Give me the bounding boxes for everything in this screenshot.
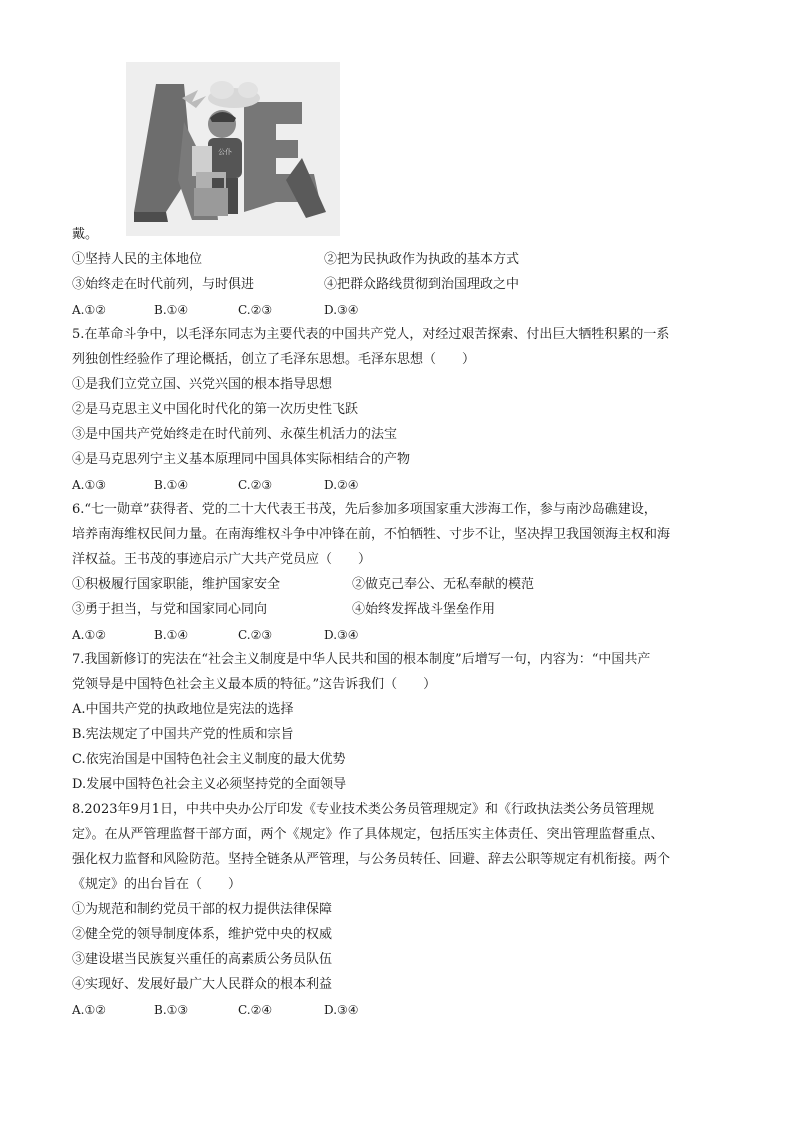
q6-item-2: ②做克己奉公、无私奉献的模范 bbox=[352, 577, 535, 592]
q4-option-d: D.③④ bbox=[324, 303, 359, 317]
q7-option-b: B.宪法规定了中国共产党的性质和宗旨 bbox=[72, 727, 294, 742]
q6-option-b: B.①④ bbox=[154, 628, 189, 642]
q8-stem-line-1: 8.2023年9月1日，中共中央办公厅印发《专业技术类公务员管理规定》和《行政执法类公务员管理规 bbox=[72, 802, 655, 817]
q5-stem-line-2: 列独创性经验作了理论概括，创立了毛泽东思想。毛泽东思想（ ） bbox=[72, 352, 476, 367]
q8-stem-line-2: 定》。在从严管理监督干部方面，两个《规定》作了具体规定，包括压实主体责任、突出管理监督重点、 bbox=[72, 827, 664, 842]
q5-option-a: A.①③ bbox=[72, 478, 106, 492]
people-character-figure-icon bbox=[126, 62, 340, 236]
figure-text: 公仆 bbox=[218, 148, 232, 156]
q5-option-d: D.②④ bbox=[324, 478, 359, 492]
q8-item-4: ④实现好、发展好最广大人民群众的根本利益 bbox=[72, 977, 333, 992]
q5-stem-line-1: 5.在革命斗争中，以毛泽东同志为主要代表的中国共产党人，对经过艰苦探索、付出巨大牺牲积累的一系 bbox=[72, 327, 670, 342]
q8-item-3: ③建设堪当民族复兴重任的高素质公务员队伍 bbox=[72, 952, 333, 967]
q8-item-2: ②健全党的领导制度体系，维护党中央的权威 bbox=[72, 927, 333, 942]
q6-stem-line-3: 洋权益。王书茂的事迹启示广大共产党员应（ ） bbox=[72, 552, 372, 567]
q6-stem-line-1: 6.“七一勋章”获得者、党的二十大代表王书茂，先后参加多项国家重大涉海工作，参与南沙岛礁建设， bbox=[72, 502, 657, 517]
q7-option-c: C.依宪治国是中国特色社会主义制度的最大优势 bbox=[72, 752, 346, 767]
q6-option-c: C.②③ bbox=[238, 628, 273, 642]
q6-option-d: D.③④ bbox=[324, 628, 359, 642]
q5-option-c: C.②③ bbox=[238, 478, 273, 492]
q5-item-4: ④是马克思列宁主义基本原理同中国具体实际相结合的产物 bbox=[72, 452, 411, 467]
q8-stem-line-3: 强化权力监督和风险防范。坚持全链条从严管理，与公务员转任、回避、辞去公职等规定有机衔接。两个 bbox=[72, 852, 671, 867]
figure-caption-tail: 戴。 bbox=[72, 227, 99, 242]
q6-item-4: ④始终发挥战斗堡垒作用 bbox=[352, 602, 496, 617]
q8-option-a: A.①② bbox=[72, 1003, 106, 1017]
q7-stem-line-1: 7.我国新修订的宪法在“社会主义制度是中华人民共和国的根本制度”后增写一句，内容为：“中国共产 bbox=[72, 652, 651, 667]
q6-item-1: ①积极履行国家职能，维护国家安全 bbox=[72, 577, 281, 592]
q8-option-d: D.③④ bbox=[324, 1003, 359, 1017]
q6-item-3: ③勇于担当，与党和国家同心同向 bbox=[72, 602, 268, 617]
q4-item-2: ②把为民执政作为执政的基本方式 bbox=[324, 252, 520, 267]
q8-option-b: B.①③ bbox=[154, 1003, 189, 1017]
q5-option-b: B.①④ bbox=[154, 478, 189, 492]
q5-item-1: ①是我们立党立国、兴党兴国的根本指导思想 bbox=[72, 377, 333, 392]
q7-stem-line-2: 党领导是中国特色社会主义最本质的特征。”这告诉我们（ ） bbox=[72, 677, 437, 692]
q4-option-b: B.①④ bbox=[154, 303, 189, 317]
q8-item-1: ①为规范和制约党员干部的权力提供法律保障 bbox=[72, 902, 333, 917]
q8-stem-line-4: 《规定》的出台旨在（ ） bbox=[72, 877, 242, 892]
q5-item-2: ②是马克思主义中国化时代化的第一次历史性飞跃 bbox=[72, 402, 359, 417]
cartoon-figure bbox=[126, 62, 340, 236]
q5-item-3: ③是中国共产党始终走在时代前列、永葆生机活力的法宝 bbox=[72, 427, 398, 442]
q4-item-1: ①坚持人民的主体地位 bbox=[72, 252, 203, 267]
q7-option-d: D.发展中国特色社会主义必须坚持党的全面领导 bbox=[72, 777, 347, 792]
q6-option-a: A.①② bbox=[72, 628, 106, 642]
q4-item-4: ④把群众路线贯彻到治国理政之中 bbox=[324, 277, 520, 292]
q7-option-a: A.中国共产党的执政地位是宪法的选择 bbox=[72, 702, 294, 717]
q4-option-c: C.②③ bbox=[238, 303, 273, 317]
q4-item-3: ③始终走在时代前列，与时俱进 bbox=[72, 277, 255, 292]
q4-option-a: A.①② bbox=[72, 303, 106, 317]
q8-option-c: C.②④ bbox=[238, 1003, 273, 1017]
q6-stem-line-2: 培养南海维权民间力量。在南海维权斗争中冲锋在前，不怕牺牲、寸步不让，坚决捍卫我国领海主权和海 bbox=[72, 527, 671, 542]
